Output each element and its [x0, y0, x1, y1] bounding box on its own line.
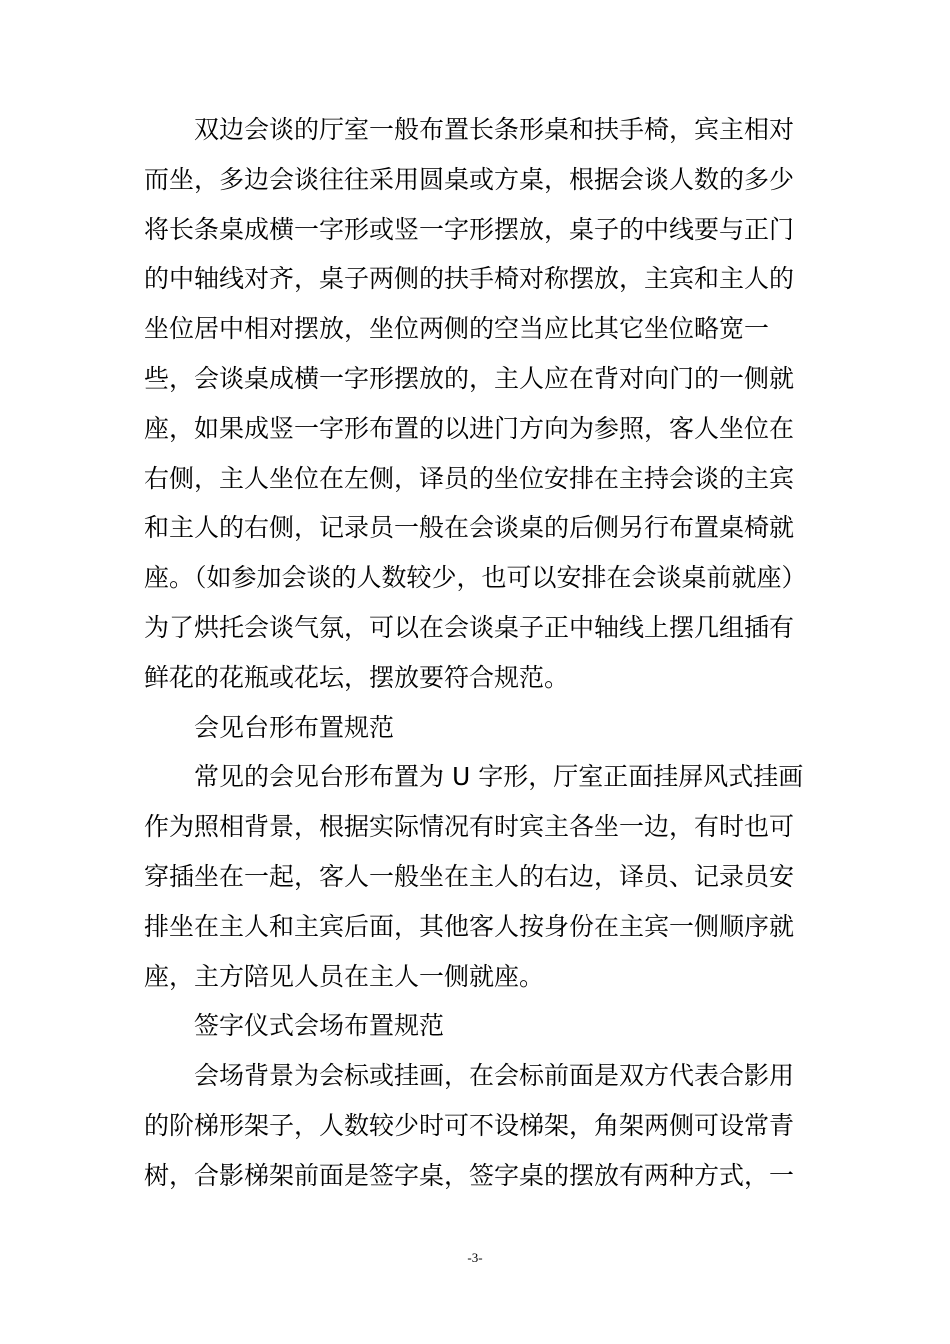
text-line: 和主人的右侧，记录员一般在会谈桌的后侧另行布置桌椅就 — [144, 513, 795, 543]
text-line: 的中轴线对齐，桌子两侧的扶手椅对称摆放，主宾和主人的 — [144, 264, 795, 294]
text-line: 为了烘托会谈气氛，可以在会谈桌子正中轴线上摆几组插有 — [144, 612, 795, 642]
text-line: 的阶梯形架子，人数较少时可不设梯架，角架两侧可设常青 — [144, 1110, 795, 1140]
text-line: 鲜花的花瓶或花坛，摆放要符合规范。 — [144, 662, 570, 692]
text-line: 会场背景为会标或挂画，在会标前面是双方代表合影用 — [194, 1061, 795, 1091]
text-line: 排坐在主人和主宾后面，其他客人按身份在主宾一侧顺序就 — [144, 911, 795, 941]
text-line: 坐位居中相对摆放，坐位两侧的空当应比其它坐位略宽一 — [144, 314, 770, 344]
text-line: 右侧，主人坐位在左侧，译员的坐位安排在主持会谈的主宾 — [144, 463, 795, 493]
text-line: 双边会谈的厅室一般布置长条形桌和扶手椅，宾主相对 — [194, 115, 795, 144]
text-line: 作为照相背景，根据实际情况有时宾主各坐一边，有时也可 — [144, 812, 795, 842]
text-line: 而坐，多边会谈往往采用圆桌或方桌，根据会谈人数的多少 — [144, 164, 795, 194]
document-body — [144, 105, 836, 1201]
text-line: 树，合影梯架前面是签字桌，签字桌的摆放有两种方式，一 — [144, 1160, 795, 1190]
text-line: 座，如果成竖一字形布置的以进门方向为参照，客人坐位在 — [144, 413, 795, 443]
text-line: 些，会谈桌成横一字形摆放的，主人应在背对向门的一侧就 — [144, 363, 795, 393]
page-number: -3- — [467, 1250, 483, 1265]
section-heading: 签字仪式会场布置规范 — [194, 1011, 445, 1041]
text-line: 将长条桌成横一字形或竖一字形摆放，桌子的中线要与正门 — [144, 214, 795, 244]
text-line: 常见的会见台形布置为 U 字形，厅室正面挂屏风式挂画 — [194, 762, 804, 792]
text-line: 穿插坐在一起，客人一般坐在主人的右边，译员、记录员安 — [144, 861, 795, 891]
text-line: 座，主方陪见人员在主人一侧就座。 — [144, 961, 545, 991]
text-line: 座。（如参加会谈的人数较少，也可以安排在会谈桌前就座） — [144, 563, 807, 593]
section-heading: 会见台形布置规范 — [194, 712, 395, 742]
